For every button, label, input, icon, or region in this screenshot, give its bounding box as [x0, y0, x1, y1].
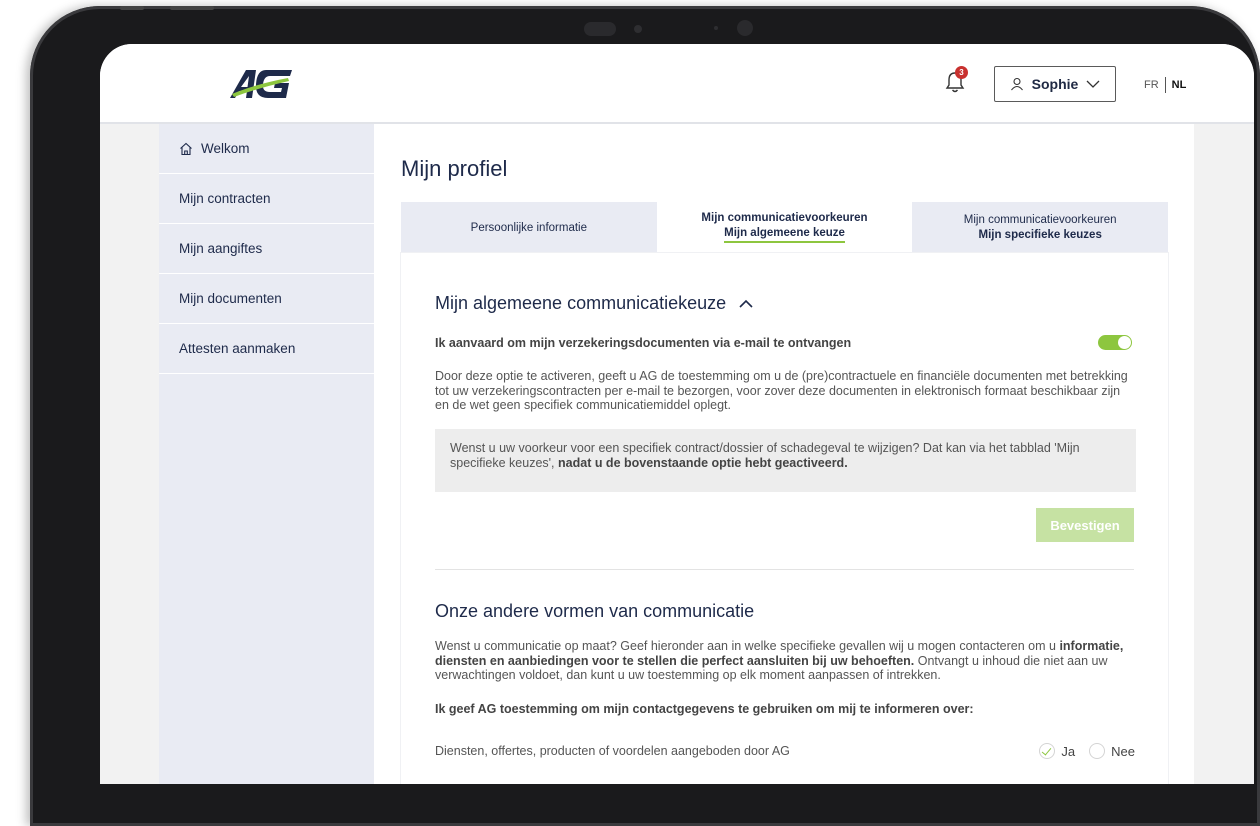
radio-ja[interactable] — [1039, 743, 1055, 759]
radio-nee[interactable] — [1089, 743, 1105, 759]
main-content — [374, 124, 1194, 784]
tab-sublabel: Mijn specifieke keuzes — [978, 229, 1102, 241]
confirm-button[interactable]: Bevestigen — [1036, 508, 1134, 542]
tab-bar — [401, 202, 1168, 253]
description-text-bold: informatie, diensten en aanbiedingen voor te stellen die perfect aansluiten bij uw behoeften. — [435, 639, 1124, 668]
tab-specifieke-keuzes[interactable] — [912, 202, 1168, 253]
description-text: Wenst u communicatie op maat? Geef hieronder aan in welke specifieke gevallen wij u mogen contacteren om u — [435, 639, 1056, 653]
section-divider — [435, 569, 1134, 570]
consent-option-row — [435, 743, 1135, 761]
language-fr[interactable]: FR — [1144, 79, 1159, 91]
email-consent-label: Ik aanvaard om mijn verzekeringsdocumenten via e-mail te ontvangen — [435, 336, 852, 350]
section-title: Mijn algemeene communicatiekeuze — [435, 293, 727, 313]
email-consent-description: Door deze optie te activeren, geeft u AG de toestemming om u de (pre)contractuele en financiële documenten met betrekking tot uw verzekeringscontracten per e-mail te bezorgen, voor zover deze documenten in elektronisch formaat beschikbaar zijn en de wet geen specifiek communicatiemiddel oplegt. — [435, 369, 1128, 412]
sidebar-item-contracten[interactable] — [159, 174, 374, 224]
sidebar-item-label: Mijn documenten — [179, 291, 282, 306]
tablet-frame — [30, 6, 1260, 826]
sidebar-item-label: Mijn contracten — [179, 191, 271, 206]
description-text: Ontvangt u inhoud die niet aan uw verwachtingen voldoet, dan kunt u uw toestemming op elk moment aanpassen of intrekken. — [435, 653, 1108, 682]
ag-logo — [226, 66, 298, 102]
user-name: Sophie — [1031, 76, 1079, 92]
tab-label: Persoonlijke informatie — [470, 221, 587, 234]
sidebar-item-aangiftes[interactable] — [159, 224, 374, 274]
user-icon — [1010, 77, 1024, 91]
language-separator — [1165, 77, 1166, 93]
info-text-bold: nadat u de bovenstaande optie hebt geactiveerd. — [558, 456, 848, 470]
language-switcher — [1144, 77, 1186, 93]
user-menu-button[interactable] — [994, 66, 1116, 102]
screen — [100, 44, 1254, 784]
tab-label: Mijn communicatievoorkeuren — [963, 214, 1117, 226]
tab-panel — [401, 253, 1168, 784]
sidebar-item-label: Attesten aanmaken — [179, 341, 296, 356]
sidebar-item-label: Mijn aangiftes — [179, 241, 263, 256]
camera-lens — [737, 20, 753, 36]
section-title: Onze andere vormen van communicatie — [435, 601, 755, 621]
sidebar-item-documenten[interactable] — [159, 274, 374, 324]
info-box — [435, 429, 1136, 492]
tab-algemeene-keuze[interactable] — [657, 202, 913, 253]
tab-sublabel: Mijn algemeene keuze — [724, 227, 845, 243]
power-button — [170, 6, 214, 10]
top-header — [100, 44, 1254, 124]
sensor-dot-small — [714, 26, 718, 30]
tab-label: Mijn communicatievoorkeuren — [701, 212, 868, 224]
yes-no-radio-group — [1039, 743, 1135, 759]
sensor-dot — [634, 25, 642, 33]
info-text: Wenst u uw voorkeur voor een specifiek contract/dossier of schadegeval te wijzigen? Dat kan via het tabblad 'Mijn specifieke keuzes', — [450, 441, 1080, 470]
chevron-down-icon — [1086, 79, 1100, 89]
sidebar-item-attesten[interactable] — [159, 324, 374, 374]
radio-label-ja: Ja — [1061, 743, 1076, 759]
section-general-choice-header[interactable] — [435, 293, 754, 314]
radio-label-nee: Nee — [1111, 743, 1135, 759]
notifications-button[interactable] — [944, 70, 968, 96]
sidebar-nav — [159, 124, 374, 784]
sensor-pill — [584, 22, 616, 36]
chevron-up-icon — [738, 299, 754, 309]
language-nl[interactable]: NL — [1171, 79, 1187, 91]
volume-button — [120, 6, 144, 10]
sidebar-item-welkom[interactable] — [159, 124, 374, 174]
contact-consent-label: Ik geef AG toestemming om mijn contactgegevens te gebruiken om mij te informeren over: — [435, 702, 974, 716]
sidebar-item-label: Welkom — [201, 141, 250, 156]
option-label: Diensten, offertes, producten of voordelen aangeboden door AG — [435, 744, 790, 758]
tab-persoonlijke-informatie[interactable] — [401, 202, 657, 253]
page-title: Mijn profiel — [401, 156, 508, 181]
home-icon — [179, 142, 193, 156]
other-communication-description — [435, 639, 1135, 683]
email-consent-toggle[interactable] — [1098, 335, 1132, 350]
notification-badge: 3 — [955, 66, 968, 79]
